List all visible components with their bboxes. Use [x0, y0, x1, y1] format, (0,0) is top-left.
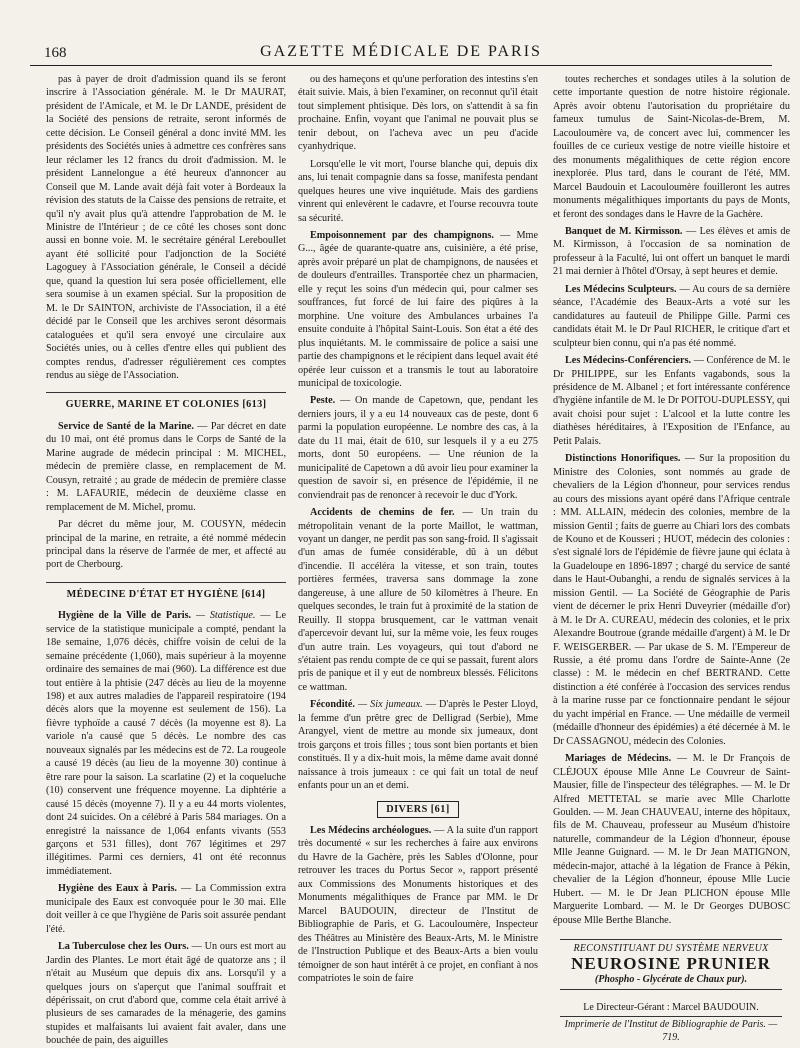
article-text: — On mande de Capetown, que, pendant les derniers jours, il y a eu 14 nouveaux cas de peste, dont 6 parmi la population européenne. Le nombre des cas, à la date du 11 mai, était de 610, sur lesquels il y a eu 275 morts, dont 50 européens. — Une réunion de la municipalité de Capetown a dû avoir lieu pour examiner la question de savoir si, en présence de l'épidémie, il ne conviendrait pas de renoncer à recevoir le duc d'York. [298, 395, 538, 501]
advertisement-box [560, 939, 782, 990]
article-heading: Peste. [310, 395, 336, 407]
article-text: — M. le Dr François de CLÉJOUX épouse Mlle Anne Le Couvreur de Saint-Mausier, fille de l'inspecteur des télégraphes. — M. le Dr Alfred METTETAL se marie avec Mlle Charlotte Goulden. — M. Jean CHAUVEAU, interne des hôpitaux, fils de M. Chauveau, professeur au Muséum d'histoire naturelle, commandeur de la Légion d'honneur, épouse Mlle Jeanne Guignard. — M. le Dr Jean MATIGNON, médecin-major, attaché à la légation de France à Pékin, chevalier de la Légion d'honneur, épouse Mlle Lucie Hubert. — M. le Dr Jean PLICHON épouse Mlle Marguerite Lombard. — M. le Dr Georges DUBOSC épouse Mlle Berthe Blanche. [553, 753, 790, 926]
article-subheading: — Six jumeaux. [354, 699, 423, 711]
article-text: — Les élèves et amis de M. Kirmisson, à l'occasion de sa nomination de professeur à la Faculté, lui ont offert un banquet le mardi 21 mai dernier à l'hôtel d'Orsay, à sept heures et demie. [553, 225, 790, 278]
article-archeologues [298, 824, 538, 985]
article-text: — Par décret en date du 10 mai, ont été promus dans le Corps de Santé de la Marine augrade de médecin principal : M. MICHEL, médecin de première classe, en remplacement de M. Cousyn, retraité ; au grade de médecin de première classe : M. LAFAURIE, médecin de deuxième classe en remplacement de M. Michel, promu. [46, 420, 286, 513]
article-champignons [298, 229, 538, 390]
article-text: — D'après le Pester Lloyd, la femme d'un prêtre grec de Delligrad (Serbie), Mme Arangyel, vient de mettre au monde six jumeaux, dont trois garçons et trois filles ; tous sont bien portants et bien constitués. Il y a dix-huit mois, la même dame avait donné naissance à trois jumeaux : ce qui fait un total de neuf enfants pour un an et demi. [298, 699, 538, 792]
article-text: — Mme G..., âgée de quarante-quatre ans, cuisinière, a été prise, après avoir préparé un plat de champignons, de nausées et de douleurs d'entrailles. Transportée chez un pharmacien, elle y reçut les soins d'un médecin qui, pour calmer ses souffrances, fut forcé de lui faire des piqûres à la morphine. Une voiture des Ambulances urbaines l'a ensuite conduite à l'hôpital Saint-Louis. Son état a été des plus inquiétants. M. le commissaire de police a saisi une partie des champignons et le récipient dans lequel avait été opérée leur cuisson et a transmis le tout au laboratoire municipal de toxicologie. [298, 229, 538, 389]
section-heading-divers [298, 801, 538, 818]
article-heading: Les Médecins Sculpteurs. [565, 283, 677, 295]
article-heading: Banquet de M. Kirmisson. [565, 225, 683, 237]
article-sculpteurs [553, 283, 790, 350]
article-kirmisson [553, 225, 790, 279]
article-heading: Mariages de Médecins. [565, 753, 672, 765]
article-heading: Accidents de chemins de fer. [310, 507, 455, 519]
article-heading: Empoisonnement par des champignons. [310, 229, 494, 241]
article-heading: Fécondité. [310, 699, 355, 711]
article-distinctions [553, 452, 790, 748]
article-conferenciers [553, 354, 790, 448]
journal-title: GAZETTE MÉDICALE DE PARIS [260, 43, 542, 60]
column-left [46, 73, 287, 1047]
divers-label: DIVERS [61] [377, 801, 459, 818]
article-text: — A la suite d'un rapport très documenté « sur les recherches à faire aux environs du Havre de la Gachère, près les Sables d'Olonne, pour retrouver les traces du Portus Secor », rapport présenté aux Commissions des Monuments historiques et des Monuments mégalithiques de France par MM. le Dr Marcel BAUDOUIN, directeur de l'Institut de Bibliographie de Paris, et G. Lacouloumère, Inspecteur des Théâtres au Ministère des Beaux-Arts, M. le Ministre de l'Instruction Publique et des Beaux-Arts a bien voulu témoigner de son haut intérêt à ce projet, en confiant à nos compatriotes le soin de faire [298, 825, 538, 984]
article-peste [298, 394, 538, 502]
article-text: — Le service de la statistique municipale a compté, pendant la 18e semaine, 1,076 décès, chiffre voisin de celui de la semaine précédente (1,060), mais supérieur à la moyenne ordinaire des semaines de mai (960). La différence est due tout entière à la phtisie (247 décès au lieu de la moyenne 198) et aux autres maladies de l'appareil respiratoire (194 décès alors que la moyenne est seulement de 156). La fièvre typhoïde a causé 7 décès (la moyenne est 8). La variole n'a causé que 5 décès. Le nombre des cas nouveaux signalés par les médecins est de 72. La rougeole a causé 19 décès (au lieu de la moyenne 30) continue à être rare pour la saison. La scarlatine (2) et la coqueluche (10) conservent une fréquence moyenne. La diphtérie a causé 15 décès (moyenne 7). Il y a eu 44 morts violentes, dont 24 suicides. On a célébré à Paris 584 mariages. On a enregistré la naissance de 1,064 enfants vivants (553 garçons et 531 filles), dont 767 légitimes et 297 illégitimes. Parmi ces derniers, 41 ont été reconnus immédiatement. [46, 610, 287, 877]
director-line: Le Directeur-Gérant : Marcel BAUDOUIN. [583, 1002, 759, 1013]
article-tuberculose-ours [46, 940, 286, 1048]
article-hygiene-paris [46, 609, 286, 878]
paragraph: Lorsqu'elle le vit mort, l'ourse blanche qui, depuis dix ans, lui tenait compagnie dans sa fosse, manifesta pendant quelques heures une vive inquiétude. Mais des gardiens vinrent qui enlevèrent le cadavre, et l'ourse recouvra toute sa sécurité. [298, 158, 538, 224]
article-heading: Distinctions Honorifiques. [565, 453, 681, 465]
article-heading: Hygiène de la Ville de Paris. [58, 610, 192, 622]
imprint-line: Imprimerie de l'Institut de Bibliographie de Paris. — 719. [560, 1016, 782, 1044]
article-heading: La Tuberculose chez les Ours. [58, 941, 189, 953]
article-subheading: — Statistique. [191, 610, 256, 622]
article-heading: Hygiène des Eaux à Paris. [58, 883, 177, 895]
article-sante-marine [46, 420, 286, 514]
article-accidents [298, 506, 538, 694]
article-text: — Au cours de sa dernière séance, l'Académie des Beaux-Arts a voté sur les candidatures au fauteuil de Philippe Gille. Parmi ces candidats était M. le Dr Paul RICHER, le critique d'art et sculpteur bien connu, qui n'a pas été nommé. [553, 283, 790, 349]
column-right [553, 73, 790, 1021]
page-header [30, 43, 772, 66]
page-number: 168 [44, 45, 67, 61]
column-middle [298, 73, 538, 1021]
article-heading: Les Médecins-Conférenciers. [565, 355, 692, 367]
paragraph: Par décret du même jour, M. COUSYN, médecin principal de la marine, en retraite, a été nommé médecin principal dans la réserve de l'armée de mer, et affecté au port de Cherbourg. [46, 519, 286, 571]
page-footer [560, 1001, 782, 1044]
ad-product-subtitle: (Phospho - Glycérate de Chaux pur). [594, 974, 748, 985]
paragraph: pas à payer de droit d'admission quand ils se feront inscrire à l'Association générale. M. le Dr MAURAT, président de l'Amicale, et M. le Dr LANDE, président de la Société des pensions de retraite, seront informés de cette décision. Le Conseil général a donc invité MM. les présidents des Sociétés unies à admettre ces confrères sans leur réclamer les 12 francs du droit d'admission. M. le président Lannelongue a été heureux d'annoncer au Conseil que M. Lande avait déjà fait voter à Bordeaux la révision des statuts de la Caisse des pensions de retraite, et qu'il n'y avait plus qu'à attendre l'approbation de M. le Ministre de l'Intérieur ; de ce côté les choses sont donc aussi en bonne voie. M. le secrétaire général Lereboullet ayant été sollicité pour l'adjonction de la Société Lagoguey à l'Association générale, le Conseil a décidé que, quand la question lui sera posée officiellement, elle sera soumise à un examen spécial. Sur la proposition de M. le Dr SAINTON, archiviste de l'Association, il a été décidé par le Conseil que les archives seront désormais cataloguées et qu'il sera envoyé une circulaire aux Sociétés unies, ou à celles d'entre elles qui publient des comptes rendus, d'adresser régulièrement ces comptes rendus au siège de l'Association. [46, 74, 286, 381]
article-text: — Conférence de M. le Dr PHILIPPE, sur les Enfants vagabonds, sous la présidence de M. Albanel ; et fort intéressante conférence d'hygiène infantile de M. le Dr POITOU-DUPLESSY, qui avait choisi pour sujet : L'alcool et la lutte contre les diathèses héréditaires, à l'Exposition de l'Enfance, au Petit Palais. [553, 355, 790, 447]
paragraph: toutes recherches et sondages utiles à la solution de cette importante question de notre histoire régionale. Après avoir obtenu l'autorisation du propriétaire du fameux tumulus de Saint-Nicolas-de-Brem, M. Lacouloumère va, de concert avec lui, commencer les fouilles de ce curieux vestige de notre vieille histoire et des monuments mégalithiques de cette région encore inexplorée. Plus tard, dans le courant de l'été, MM. Marcel Baudouin et Lacouloumère fouilleront les autres monuments mégalithiques importants du pays de Monts, et feront des sondages dans le Havre de la Gachère. [553, 74, 790, 220]
article-text: — Un ours est mort au Jardin des Plantes. Le mort était âgé de quatorze ans ; il n'était au Muséum que depuis dix ans. Lorsqu'il y a quelques jours on s'aperçut que l'animal souffrait et dépérissait, on crut d'abord que, comme cela était arrivé à plusieurs de ses camarades de la ménagerie, des gamins stupides et malfaisants lui avaient fait avaler, dans une bouchée de pain, des aiguilles [46, 941, 287, 1047]
section-heading-guerre: GUERRE, MARINE ET COLONIES [613] [46, 392, 286, 411]
ad-tagline: RECONSTITUANT DU SYSTÈME NERVEUX [573, 943, 769, 954]
article-eaux-paris [46, 882, 286, 936]
article-text: — La Commission extra municipale des Eaux est convoquée pour le 30 mai. Elle doit veiller à ce que l'hygiène de Paris soit assurée pendant l'été. [46, 883, 286, 935]
article-text: — Sur la proposition du Ministre des Colonies, sont nommés au grade de chevaliers de la Légion d'honneur, pour services rendus au cours des missions ayant opéré dans l'Afrique centrale : MM. ALLAIN, médecin des colonies, membre de la mission Gentil ; faits de guerre au Chiari lors des combats de Kouno et de Kousseri ; HUOT, médecin des colonies : s'est signalé lors de l'épidémie de fièvre jaune qui éclata à la Guadeloupe en 1896-1897 ; chargé du service de santé dans le Haut-Oubanghi, a rendu de signalés services à la mission Gentil. — La Société de Géographie de Paris vient de décerner le prix Henri Duveyrier (médaille d'or) à M. le Dr A. CUREAU, médecin des colonies, et le prix Alexandre Boutroue (grande médaille d'argent) à M. le Dr F. WEISGERBER. — Par ukase de S. M. l'Empereur de Russie, a été promu dans l'ordre de Sainte-Anne (2e classe) : M. le médecin en chef BERTRAND. Cette distinction a été conférée à l'occasion des services rendus à la marine russe par ce fonctionnaire pendant le séjour du yacht impérial en France. — Une médaille de vermeil (médaille d'honneur des épidémies) a été décernée à M. le Dr CASSAGNOU, médecin des Colonies. [553, 453, 790, 747]
article-heading: Les Médecins archéologues. [310, 825, 432, 837]
section-heading-hygiene: MÉDECINE D'ÉTAT ET HYGIÈNE [614] [46, 582, 286, 601]
article-mariages [553, 752, 790, 927]
article-text: — Un train du métropolitain venant de la porte Maillot, le wattman, voyant un danger, ne perdit pas son sang-froid. Il s'agissait d'un amas de fumée considérable, dû à un début d'incendie. Il accéléra la vitesse, et son train, toutes portières fermées, traversa sans dommage la zone dangereuse, à une allure de 50 kilomètres à l'heure. En quelques secondes, le train fut à proximité de la station de Reuilly. Il stoppa brusquement, car le vattman venait d'apercevoir devant lui, sur la même voie, les feux rouges d'un autre train. Les voyageurs, qui tout d'abord ne s'étaient pas rendu compte de ce qui se passait, furent alors pris de panique et il y eut de nombreux blessés. Félicitons ce wattman. [298, 507, 538, 693]
article-heading: Service de Santé de la Marine. [58, 420, 194, 432]
paragraph: ou des hameçons et qu'une perforation des intestins s'en était suivie. Mais, à bien l'examiner, on reconnut qu'il était tout simplement phtisique. Dès lors, on s'attendit à sa fin prochaine. Enfin, voyant que l'animal ne pouvait plus se tenir debout, on l'acheva avec un peu d'acide cyanhydrique. [298, 74, 538, 153]
article-fecondite [298, 698, 538, 792]
ad-product-name: NEUROSINE PRUNIER [571, 954, 771, 973]
